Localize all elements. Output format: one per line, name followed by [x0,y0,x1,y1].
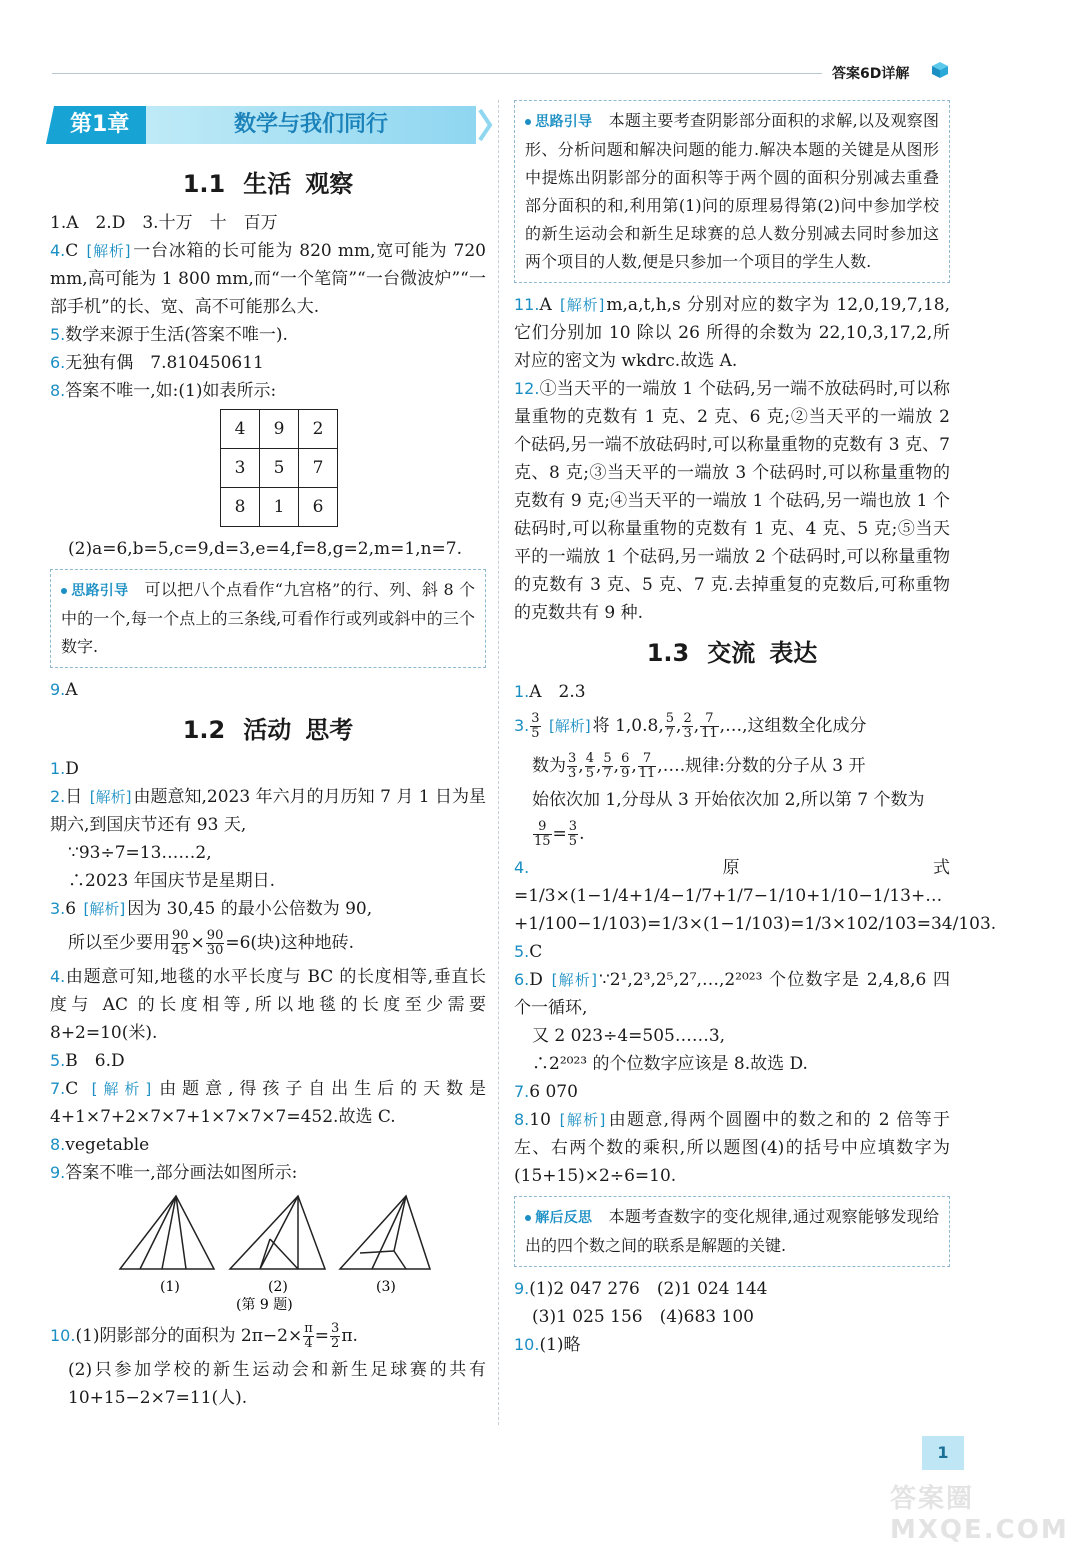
section-title-1-2: 1.2 活动 思考 [182,716,354,744]
answer-1-2-7: 7.C [解析] 由题意,得孩子自出生后的天数是 4+1×7+2×7×7+1×7×7×7=452.故选 C. [50,1079,486,1127]
answer-1-2-8: 8.vegetable [50,1135,150,1155]
answer-1-3-5: 5.C [514,942,543,962]
watermark: 答案圈 MXQE.COM [890,1484,1069,1545]
section-title-1-1: 1.1 生活 观察 [182,170,354,198]
answer-6: 6.无独有偶 7.810450611 [50,353,264,373]
answer-9: 9.A [50,680,78,700]
answer-1-3-4: 4.原式=1/3×(1−1/4+1/4−1/7+1/7−1/10+1/10−1/13+…+1/100−1/103)=1/3×(1−1/103)=1/3×102/103=34/103. [514,858,997,934]
answer-1-2-2c: ∴2023 年国庆节是星期日. [68,871,276,891]
header-text: 答案6D详解 [832,66,910,82]
answer-1-2-10b: (2)只参加学校的新生运动会和新生足球赛的共有 10+15−2×7=11(人). [68,1360,486,1408]
answer-1-2-2b: ∵93÷7=13……2, [68,843,212,863]
answer-1-3-3b: 数为 $\frac{3}{3}$ , $\frac{4}{5}$ , $\frac{5}{7}$ , $\frac{6}{9}$ , $\frac{7}{11}$ ,….规律:分数的分子从 3 开 [532,751,866,781]
header-rule [52,73,822,74]
reflection-label: 解后反思 [525,1210,592,1226]
answer-1-3-9b: (3)1 025 156 (4)683 100 [532,1307,754,1327]
answer-1-2-3b: 所以至少要用 $\frac{90}{45}$ × $\frac{90}{30}$ =6(块)这种地砖. [68,928,355,958]
answer-1-2-5: 5.B 6.D [50,1051,125,1071]
chapter-banner [50,100,486,152]
hint-label: 思路引导 [61,583,128,599]
left-column [50,100,486,1412]
answer-1-3-1: 1.A 2.3 [514,682,586,702]
hint-label: 思路引导 [525,114,592,130]
answer-1-2-1: 1.D [50,759,79,779]
answer-1-2-3: 3.6 [解析] 因为 30,45 的最小公倍数为 90, [50,899,373,919]
chapter-title-bar [146,106,476,144]
answer-1-2-10: 10.(1)阴影部分的面积为 2π−2× $\frac{\pi}{4}$ = $\frac{3}{2}$ π. [50,1321,358,1351]
answer-1-3-3c: 始依次加 1,分母从 3 开始依次加 2,所以第 7 个数为 [532,790,925,810]
chapter-badge: 第1章 [46,106,154,144]
cube-icon [930,60,950,80]
hint-box-1: 思路引导 可以把八个点看作“九宫格”的行、列、斜 8 个中的一个,每一个点上的三条线,可看作行或列或斜中的三个数字. [50,569,486,668]
answer-12: 12.①当天平的一端放 1 个砝码,另一端不放砝码时,可以称量重物的克数有 1 克、2 克、6 克;②当天平的一端放 2 个砝码,另一端不放砝码时,可以称量重物的克数有 3 克、7 克、8 克;③当天平的一端放 3 个砝码时,可以称量重物的克数有 9 克;④当天平的一端放 1 个砝码,另一端也放 1 个砝码时,可以称量重物的克数有 1 克、4 克、5 克;⑤当天平的一端放 1 个砝码,另一端放 2 个砝码时,可以称量重物的克数有 3 克、5 克、7 克.去掉重复的克数后,可称重物的克数共有 9 种. [514,379,950,623]
fig-label-2: (2) [268,1279,288,1295]
chevron-right-icon [478,106,492,144]
answer-1-3-9: 9.(1)2 047 276 (2)1 024 144 [514,1279,768,1299]
answer-1-3-6b: 又 2 023÷4=505……3, [532,1026,726,1046]
fig-caption: (第 9 题) [236,1297,293,1313]
hint-box-2: 思路引导 本题主要考查阴影部分面积的求解,以及观察图形、分析问题和解决问题的能力.解决本题的关键是从图形中提炼出阴影部分的面积等于两个圆的面积分别减去重叠部分面积的和,利用第(1)问的原理易得第(2)问中参加学校的新生运动会和新生足球赛的总人数分别减去同时参加这两个项目的人数,便是只参加一个项目的学生人数. [514,100,950,283]
answer-1-3-3: 3. $\frac{3}{5}$ [解析] 将 1,0.8, $\frac{5}{7}$ , $\frac{2}{3}$ , $\frac{7}{11}$ ,…,这组数全化成分 [514,711,867,741]
column-divider [498,100,499,1425]
answer-1-3-6c: ∴2²⁰²³ 的个位数字应该是 8.故选 D. [532,1054,808,1074]
answer-1-2-4: 4.由题意可知,地毯的水平长度与 BC 的长度相等,垂直长度与 AC 的长度相等,所以地毯的长度至少需要 8+2=10(米). [50,967,486,1043]
triangle-figures [110,1191,440,1311]
answer-1-3-3d: $\frac{9}{15}$ = $\frac{3}{5}$ . [534,819,585,849]
answer-4: 4.C [解析] 一台冰箱的长可能为 820 mm,宽可能为 720 mm,高可能为 1 800 mm,而“一个笔筒”“一台微波炉”“一部手机”的长、宽、高不可能那么大. [50,241,486,317]
answer-5: 5.数学来源于生活(答案不唯一). [50,325,288,345]
reflection-box: 解后反思 本题考查数字的变化规律,通过观察能够发现给出的四个数之间的联系是解题的关键. [514,1196,950,1267]
answer-1-3-8: 8.10 [解析] 由题意,得两个圆圈中的数之和的 2 倍等于左、右两个数的乘积,所以题图(4)的括号中应填数字为(15+15)×2÷6=10. [514,1110,951,1186]
fig-label-3: (3) [376,1279,396,1295]
answer-1-2-9: 9.答案不唯一,部分画法如图所示: [50,1163,298,1183]
answer-1-3-10: 10.(1)略 [514,1335,581,1355]
answer-8-part2: (2)a=6,b=5,c=9,d=3,e=4,f=8,g=2,m=1,n=7. [68,539,462,559]
answer-8: 8.答案不唯一,如:(1)如表所示: [50,381,277,401]
answer-1-3-6: 6.D [解析] ∵2¹,2³,2⁵,2⁷,…,2²⁰²³ 个位数字是 2,4,8,6 四个一循环, [514,970,951,1018]
section-title-1-3: 1.3 交流 表达 [646,639,818,667]
answer-1-2-2: 2.日 [解析] 由题意知,2023 年六月的月历知 7 月 1 日为星期六,到国庆节还有 93 天, [50,787,487,835]
right-column [514,100,997,1359]
fig-label-1: (1) [160,1279,180,1295]
magic-square: 4 9 2 3 5 7 8 1 6 [220,409,338,527]
chapter-title: 数学与我们同行 [233,112,388,137]
answer-11: 11.A [解析] m,a,t,h,s 分别对应的数字为 12,0,19,7,18,它们分别加 10 除以 26 所得的余数为 22,10,3,17,2,所对应的密文为 wkdrc.故选 A. [514,295,950,371]
answer-1-3-7: 7.6 070 [514,1082,578,1102]
answer-line: 1.A 2.D 3.十万 十 百万 [50,213,278,233]
page-number: 1 [922,1436,964,1470]
